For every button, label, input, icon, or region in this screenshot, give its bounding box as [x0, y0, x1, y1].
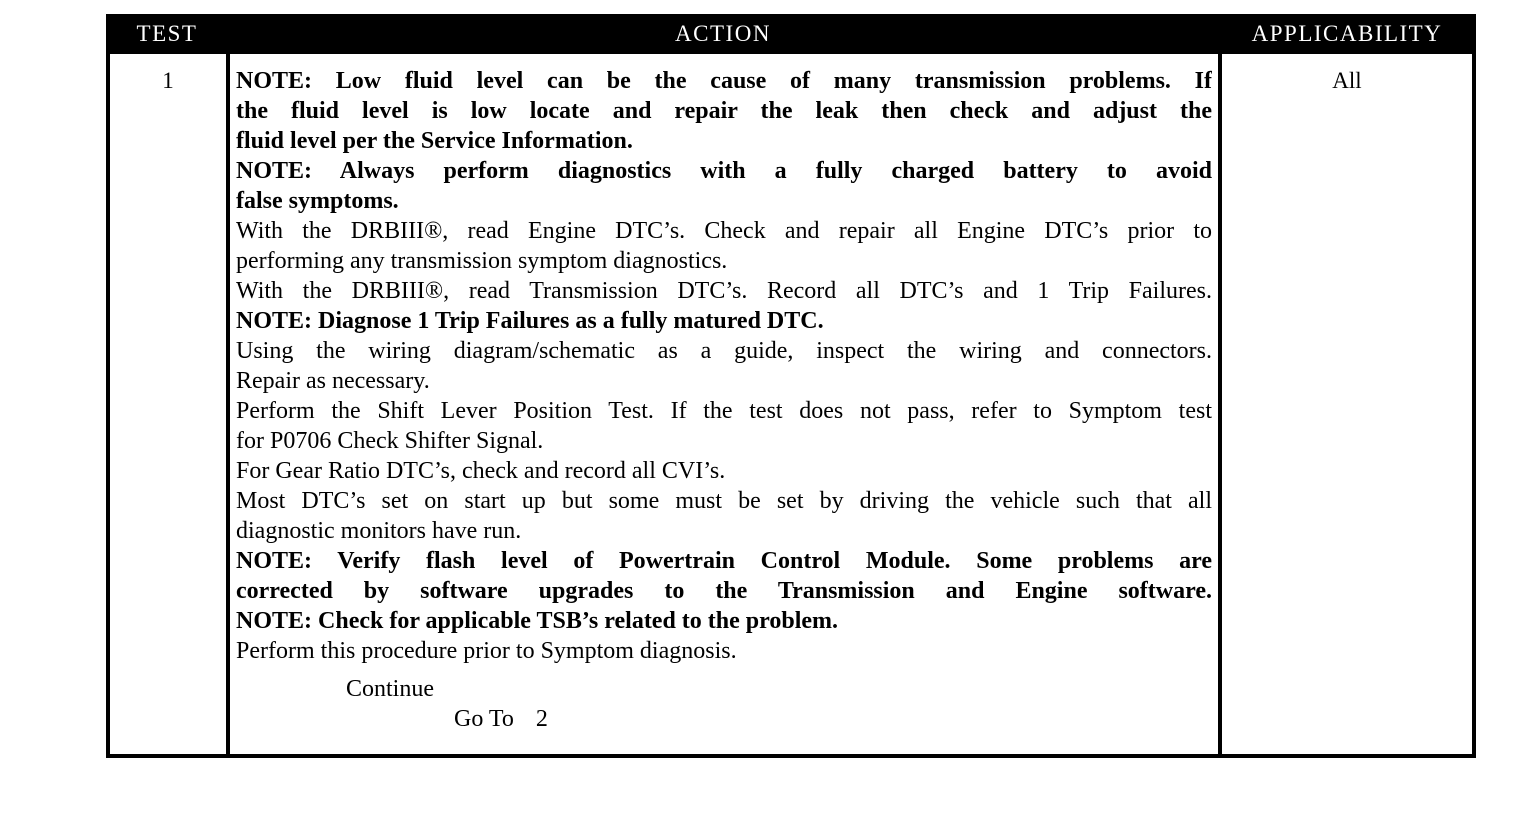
- action-line: diagnostic monitors have run.: [236, 518, 522, 544]
- action-line: Most DTC’s set on start up but some must be set by driving the vehicle such that all: [236, 488, 1212, 514]
- diagnostic-table: [106, 14, 1476, 758]
- action-line: performing any transmission symptom diagnostics.: [236, 248, 728, 274]
- test-cell: [110, 54, 226, 754]
- action-line: Using the wiring diagram/schematic as a guide, inspect the wiring and connectors.: [236, 338, 1212, 364]
- continue-label: Continue: [346, 676, 434, 702]
- goto-instruction: [454, 706, 548, 733]
- action-line: NOTE: Always perform diagnostics with a fully charged battery to avoid: [236, 158, 1212, 184]
- header-action: ACTION: [675, 21, 771, 46]
- action-line: NOTE: Diagnose 1 Trip Failures as a fully matured DTC.: [236, 308, 824, 334]
- applicability-cell: [1222, 54, 1472, 754]
- action-text: [236, 66, 1212, 666]
- action-line: NOTE: Verify flash level of Powertrain Control Module. Some problems are: [236, 548, 1212, 574]
- action-line: With the DRBIII®, read Transmission DTC’s. Record all DTC’s and 1 Trip Failures.: [236, 278, 1212, 304]
- action-line: NOTE: Low fluid level can be the cause of many transmission problems. If: [236, 68, 1212, 94]
- action-line: With the DRBIII®, read Engine DTC’s. Check and repair all Engine DTC’s prior to: [236, 218, 1212, 244]
- action-line: NOTE: Check for applicable TSB’s related to the problem.: [236, 608, 839, 634]
- action-line: corrected by software upgrades to the Transmission and Engine software.: [236, 578, 1212, 604]
- header-applicability: APPLICABILITY: [1251, 21, 1443, 46]
- goto-target: 2: [535, 706, 548, 732]
- action-line: false symptoms.: [236, 188, 399, 214]
- header-test: TEST: [136, 21, 198, 46]
- action-line: for P0706 Check Shifter Signal.: [236, 428, 544, 454]
- action-line: Repair as necessary.: [236, 368, 430, 394]
- action-line: the fluid level is low locate and repair the leak then check and adjust the: [236, 98, 1212, 124]
- goto-label: Go To: [454, 706, 514, 732]
- applicability-value: All: [1332, 68, 1362, 93]
- action-line: Perform the Shift Lever Position Test. If the test does not pass, refer to Symptom test: [236, 398, 1212, 424]
- action-line: fluid level per the Service Information.: [236, 128, 633, 154]
- action-line: Perform this procedure prior to Symptom diagnosis.: [236, 638, 737, 664]
- action-cell: [230, 54, 1218, 754]
- action-line: For Gear Ratio DTC’s, check and record all CVI’s.: [236, 458, 726, 484]
- table-body: [110, 54, 1472, 754]
- test-number: 1: [162, 68, 174, 93]
